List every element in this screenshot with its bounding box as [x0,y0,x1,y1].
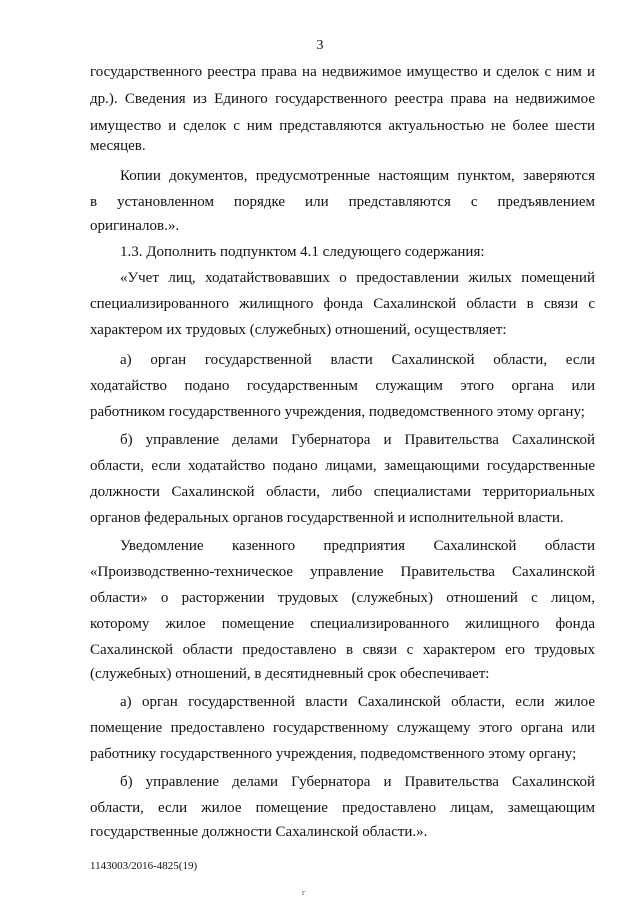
text-line: государственные должности Сахалинской области.». [90,824,428,840]
text-line: др.). Сведения из Единого государственного реестра права на недвижимое [90,91,595,107]
text-line: ходатайство подано государственным служащим этого органа или [90,378,595,394]
text-line: должности Сахалинской области, либо специалистами территориальных [90,484,595,500]
text-line: государственного реестра права на недвижимое имущество и сделок с ним и [90,64,595,80]
text-line: а) орган государственной власти Сахалинской области, если жилое [120,694,595,710]
page-number: 3 [316,38,324,53]
text-line: Копии документов, предусмотренные настоящим пунктом, заверяются [120,168,595,184]
scan-mark: г [302,888,306,897]
text-line: области, если жилое помещение предоставлено лицам, замещающим [90,800,595,816]
text-line: Уведомление казенного предприятия Сахалинской области [120,538,595,554]
text-line: области, если ходатайство подано лицами, замещающими государственные [90,458,595,474]
document-code: 1143003/2016-4825(19) [90,860,198,872]
text-line: оригиналов.». [90,218,180,234]
text-line: которому жилое помещение специализированного жилищного фонда [90,616,595,632]
text-line: месяцев. [90,138,146,154]
text-line: имущество и сделок с ним представляются актуальностью не более шести [90,118,595,134]
text-line: области» о расторжении трудовых (служебных) отношений с лицом, [90,590,595,606]
text-line: а) орган государственной власти Сахалинской области, если [120,352,595,368]
text-line: (служебных) отношений, в десятидневный срок обеспечивает: [90,666,490,682]
text-line: органов федеральных органов государственной и исполнительной власти. [90,510,564,526]
text-line: «Производственно-техническое управление Правительства Сахалинской [90,564,595,580]
text-line: в установленном порядке или представляются с предъявлением [90,194,595,210]
text-line: характером их трудовых (служебных) отношений, осуществляет: [90,322,507,338]
text-line: специализированного жилищного фонда Сахалинской области в связи с [90,296,595,312]
text-line: работнику государственного учреждения, подведомственного этому органу; [90,746,577,762]
text-line: работником государственного учреждения, подведомственного этому органу; [90,404,585,420]
text-line: б) управление делами Губернатора и Правительства Сахалинской [120,774,595,790]
text-line: Сахалинской области предоставлено в связи с характером его трудовых [90,642,595,658]
text-line: б) управление делами Губернатора и Правительства Сахалинской [120,432,595,448]
text-line: «Учет лиц, ходатайствовавших о предоставлении жилых помещений [120,270,595,286]
text-line: помещение предоставлено государственному служащему этого органа или [90,720,595,736]
text-line: 1.3. Дополнить подпунктом 4.1 следующего содержания: [120,244,485,260]
